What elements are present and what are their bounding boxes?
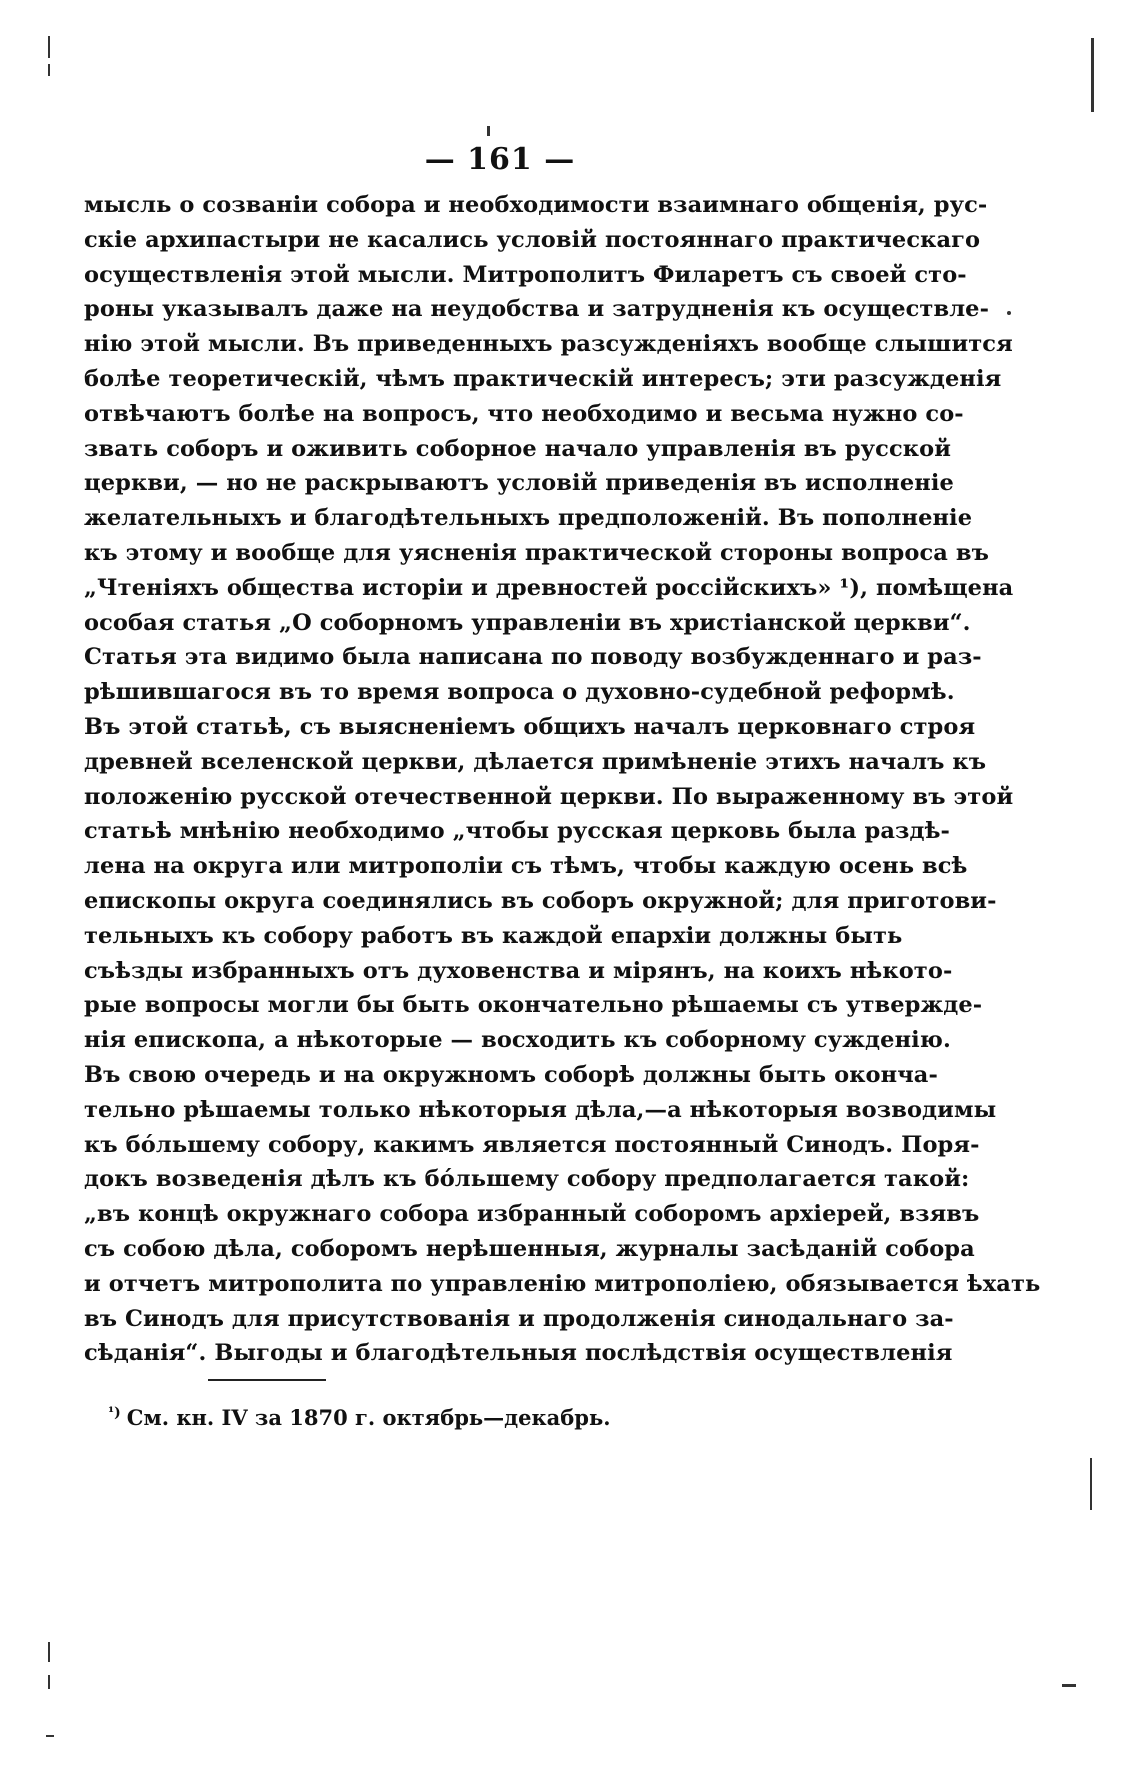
footnote-divider xyxy=(208,1379,326,1381)
text-line: звать соборъ и оживить соборное начало управленія въ русской xyxy=(84,435,952,462)
text-line: лена на округа или митрополіи съ тѣмъ, чтобы каждую осень всѣ xyxy=(84,853,968,880)
text-line: тельныхъ къ собору работъ въ каждой епархіи должны быть xyxy=(84,922,903,949)
scan-margin-mark xyxy=(487,126,490,136)
text-line: отвѣчаютъ болѣе на вопросъ, что необходимо и весьма нужно со- xyxy=(84,400,964,427)
text-line: желательныхъ и благодѣтельныхъ предположеній. Въ пополненіе xyxy=(84,505,973,532)
scan-speck xyxy=(1007,311,1011,315)
text-line: къ этому и вообще для уясненія практической стороны вопроса въ xyxy=(84,539,989,566)
scan-margin-mark xyxy=(1091,38,1094,112)
scan-margin-mark xyxy=(48,1675,50,1689)
text-line: роны указывалъ даже на неудобства и затрудненія къ осуществле- xyxy=(84,296,990,323)
text-line: церкви, — но не раскрываютъ условій приведенія въ исполненіе xyxy=(84,470,954,497)
scan-margin-mark xyxy=(48,64,50,76)
scan-margin-mark xyxy=(46,1735,54,1737)
text-line: древней вселенской церкви, дѣлается примѣненіе этихъ началъ къ xyxy=(84,748,987,775)
scan-margin-mark xyxy=(1062,1684,1076,1687)
text-line: съ собою дѣла, соборомъ нерѣшенныя, журналы засѣданій собора xyxy=(84,1235,975,1262)
footnote-mark: ¹) xyxy=(108,1405,121,1421)
body-text xyxy=(84,188,1041,1371)
text-line: мысль о созваніи собора и необходимости взаимнаго общенія, рус- xyxy=(84,192,988,218)
text-line: „Чтеніяхъ общества исторіи и древностей россійскихъ» ¹), помѣщена xyxy=(84,574,1014,601)
scan-margin-mark xyxy=(48,1642,50,1662)
text-line: особая статья „О соборномъ управленіи въ христіанской церкви“. xyxy=(84,609,971,636)
text-line: рѣшившагося въ то время вопроса о духовно-судебной реформѣ. xyxy=(84,679,955,706)
text-line: рые вопросы могли бы быть окончательно рѣшаемы съ утвержде- xyxy=(84,992,983,1019)
text-line: докъ возведенія дѣлъ къ бóльшему собору предполагается такой: xyxy=(84,1166,970,1193)
text-line: нію этой мысли. Въ приведенныхъ разсужденіяхъ вообще слышится xyxy=(84,331,1013,358)
text-line: въ Синодъ для присутствованія и продолженія синодальнаго за- xyxy=(84,1305,954,1332)
text-line: „въ концѣ окружнаго собора избранный соборомъ архіерей, взявъ xyxy=(84,1201,980,1228)
footnote xyxy=(108,1405,611,1430)
text-line: нія епископа, а нѣкоторые — восходить къ соборному сужденію. xyxy=(84,1027,951,1054)
text-line: Статья эта видимо была написана по поводу возбужденнаго и раз- xyxy=(84,644,982,671)
footnote-text: См. кн. IV за 1870 г. октябрь—декабрь. xyxy=(126,1405,611,1430)
text-line: положенію русской отечественной церкви. По выраженному въ этой xyxy=(84,783,1014,810)
text-line: епископы округа соединялись въ соборъ окружной; для приготови- xyxy=(84,887,997,914)
text-line: статьѣ мнѣнію необходимо „чтобы русская церковь была раздѣ- xyxy=(84,818,950,845)
text-line: съѣзды избранныхъ отъ духовенства и мірянъ, на коихъ нѣкото- xyxy=(84,957,953,984)
text-line: Въ этой статьѣ, съ выясненіемъ общихъ началъ церковнаго строя xyxy=(84,713,976,740)
scan-margin-mark xyxy=(48,36,50,58)
text-line: скіе архипастыри не касались условій постояннаго практическаго xyxy=(84,226,981,253)
text-line: Въ свою очередь и на окружномъ соборѣ должны быть оконча- xyxy=(84,1061,938,1088)
text-line: къ бóльшему собору, какимъ является постоянный Синодъ. Поря- xyxy=(84,1131,980,1158)
text-line: тельно рѣшаемы только нѣкоторыя дѣла,—а нѣкоторыя возводимы xyxy=(84,1096,997,1123)
page-number: — 161 — xyxy=(424,142,576,177)
text-line: и отчетъ митрополита по управленію митрополіею, обязывается ѣхать xyxy=(84,1270,1041,1297)
text-line: осуществленія этой мысли. Митрополитъ Филаретъ съ своей сто- xyxy=(84,261,967,288)
text-line: болѣе теоретическій, чѣмъ практическій интересъ; эти разсужденія xyxy=(84,365,1002,392)
scan-margin-mark xyxy=(1090,1458,1092,1510)
text-line: сѣданія“. Выгоды и благодѣтельныя послѣдствія осуществленія xyxy=(84,1340,953,1367)
